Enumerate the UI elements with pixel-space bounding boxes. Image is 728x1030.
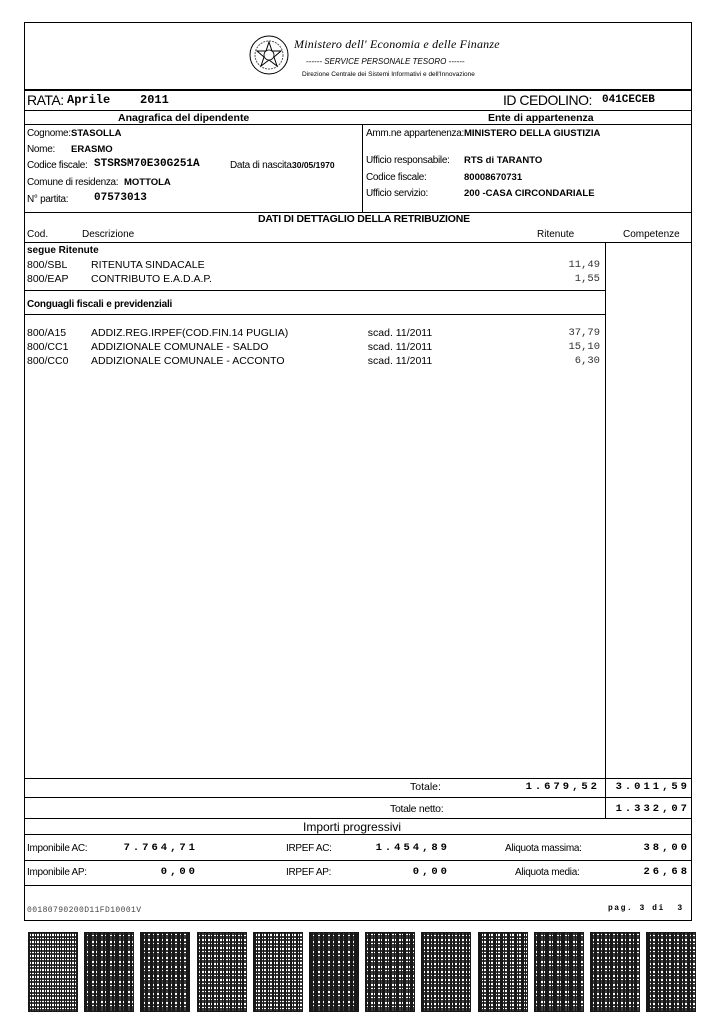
- divider: [24, 110, 692, 111]
- servizio-value: 200 -CASA CIRCONDARIALE: [464, 188, 595, 199]
- direction-name: Direzione Centrale dei Sistemi Informativi e dell'Innovazione: [302, 71, 475, 78]
- row-scadenza: scad. 11/2011: [367, 355, 433, 367]
- col-rit: Ritenute: [537, 229, 575, 240]
- col-cod: Cod.: [27, 229, 49, 240]
- partita-value: 07573013: [94, 192, 147, 204]
- service-name: ------ SERVICE PERSONALE TESORO ------: [306, 57, 465, 66]
- row-description: ADDIZIONALE COMUNALE - ACCONTO: [91, 355, 285, 367]
- irpef-ap-value: 0,00: [412, 866, 450, 878]
- netto-label: Totale netto:: [390, 803, 444, 815]
- row-scadenza: scad. 11/2011: [367, 327, 433, 339]
- datamatrix-barcode-icon: [28, 932, 78, 1012]
- datamatrix-barcode-icon: [309, 932, 359, 1012]
- header-frame: [24, 22, 692, 90]
- document-code: 00180790200D11FD10001V: [27, 906, 142, 915]
- col-divider: [605, 242, 606, 778]
- row-description: RITENUTA SINDACALE: [91, 259, 205, 271]
- comune-label: Comune di residenza:: [27, 177, 119, 188]
- row-description: CONTRIBUTO E.A.D.A.P.: [91, 273, 212, 285]
- amm-label: Amm.ne appartenenza:: [366, 128, 464, 139]
- irpef-ap-label: IRPEF AP:: [286, 867, 332, 878]
- imp-ac-value: 7.764,71: [123, 842, 198, 854]
- page-total: 3: [677, 904, 684, 913]
- group2-title: Conguagli fiscali e previdenziali: [27, 299, 173, 310]
- nome-value: ERASMO: [71, 144, 113, 155]
- datamatrix-barcode-icon: [646, 932, 696, 1012]
- ufficio-value: RTS di TARANTO: [464, 155, 543, 166]
- row-code: 800/SBL: [27, 259, 68, 271]
- row-code: 800/EAP: [27, 273, 69, 285]
- page-prefix: pag.: [608, 904, 634, 913]
- irpef-ac-label: IRPEF AC:: [286, 843, 332, 854]
- datamatrix-barcode-icon: [421, 932, 471, 1012]
- ministry-name: Ministero dell' Economia e delle Finanze: [294, 37, 500, 51]
- divider: [24, 818, 692, 819]
- divider: [24, 314, 606, 315]
- row-code: 800/CC0: [27, 355, 69, 367]
- nascita-value: 30/05/1970: [292, 160, 335, 170]
- divider: [24, 778, 692, 779]
- details-section-title: DATI DI DETTAGLIO DELLA RETRIBUZIONE: [258, 213, 470, 225]
- page-indicator: [608, 904, 684, 913]
- row-code: 800/A15: [27, 327, 67, 339]
- datamatrix-barcode-icon: [478, 932, 528, 1012]
- rata-label: RATA:: [27, 92, 64, 108]
- ente-cf-value: 80008670731: [464, 172, 523, 183]
- cf-value: STSRSM70E30G251A: [94, 158, 200, 170]
- row-description: ADDIZ.REG.IRPEF(COD.FIN.14 PUGLIA): [91, 327, 289, 339]
- cf-label: Codice fiscale:: [27, 160, 88, 171]
- progressivi-title: Importi progressivi: [303, 820, 402, 834]
- col-desc: Descrizione: [82, 229, 135, 240]
- datamatrix-barcode-icon: [197, 932, 247, 1012]
- cognome-value: STASOLLA: [71, 128, 122, 139]
- divider: [362, 124, 363, 212]
- row-description: ADDIZIONALE COMUNALE - SALDO: [91, 341, 269, 353]
- nome-label: Nome:: [27, 144, 55, 155]
- partita-label: N° partita:: [27, 194, 69, 205]
- cedolino-value: 041CECEB: [602, 94, 655, 106]
- row-ritenuta: 37,79: [568, 327, 600, 339]
- ente-section-title: Ente di appartenenza: [488, 112, 594, 124]
- page-num: 3: [639, 904, 646, 913]
- aliq-max-label: Aliquota massima:: [505, 843, 582, 854]
- netto-value: 1.332,07: [615, 803, 690, 815]
- cognome-label: Cognome:: [27, 128, 71, 139]
- group1-title: segue Ritenute: [27, 245, 99, 256]
- row-ritenuta: 11,49: [568, 259, 600, 271]
- totale-comp: 3.011,59: [615, 781, 690, 793]
- page-of: di: [652, 904, 665, 913]
- datamatrix-barcode-icon: [140, 932, 190, 1012]
- divider: [24, 797, 692, 798]
- comune-value: MOTTOLA: [124, 177, 171, 188]
- amm-value: MINISTERO DELLA GIUSTIZIA: [464, 128, 601, 139]
- divider: [24, 834, 692, 835]
- divider: [24, 290, 606, 291]
- employee-section-title: Anagrafica del dipendente: [118, 112, 250, 124]
- ente-cf-label: Codice fiscale:: [366, 172, 427, 183]
- datamatrix-barcode-icon: [365, 932, 415, 1012]
- row-ritenuta: 15,10: [568, 341, 600, 353]
- datamatrix-barcode-icon: [84, 932, 134, 1012]
- imp-ap-value: 0,00: [160, 866, 198, 878]
- datamatrix-barcode-icon: [534, 932, 584, 1012]
- totale-label: Totale:: [410, 781, 441, 793]
- col-comp: Competenze: [623, 229, 680, 240]
- divider: [24, 124, 692, 125]
- divider: [24, 242, 692, 243]
- aliq-max-value: 38,00: [643, 842, 690, 854]
- row-code: 800/CC1: [27, 341, 69, 353]
- totale-rit: 1.679,52: [525, 781, 600, 793]
- nascita-label: Data di nascita:: [230, 160, 295, 171]
- divider: [24, 860, 692, 861]
- cedolino-label: ID CEDOLINO:: [503, 92, 592, 108]
- col-divider: [605, 778, 606, 818]
- row-ritenuta: 1,55: [574, 273, 600, 285]
- ufficio-label: Ufficio responsabile:: [366, 155, 450, 166]
- datamatrix-barcode-icon: [590, 932, 640, 1012]
- emblem-icon: [248, 34, 290, 76]
- irpef-ac-value: 1.454,89: [375, 842, 450, 854]
- rata-year: 2011: [140, 93, 169, 107]
- imp-ac-label: Imponibile AC:: [27, 843, 88, 854]
- divider: [24, 885, 692, 886]
- aliq-media-value: 26,68: [643, 866, 690, 878]
- rata-month: Aprile: [67, 93, 111, 107]
- imp-ap-label: Imponibile AP:: [27, 867, 87, 878]
- row-scadenza: scad. 11/2011: [367, 341, 433, 353]
- row-ritenuta: 6,30: [574, 355, 600, 367]
- servizio-label: Ufficio servizio:: [366, 188, 428, 199]
- datamatrix-barcode-icon: [253, 932, 303, 1012]
- aliq-media-label: Aliquota media:: [515, 867, 580, 878]
